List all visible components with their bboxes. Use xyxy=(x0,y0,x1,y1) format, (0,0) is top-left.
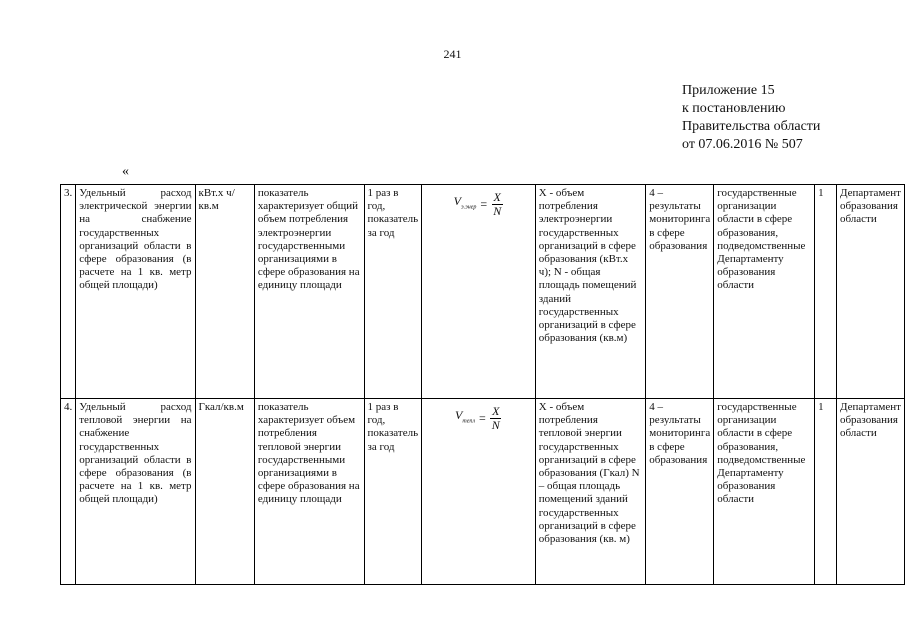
formula-fraction xyxy=(490,405,502,432)
formula-lhs: $V_{э.энер}$ xyxy=(453,193,477,211)
page-number: 241 xyxy=(443,47,462,61)
table-row xyxy=(61,399,905,585)
indicator-description: показатель характеризует объем потребления тепловой энергии государственными организациями в сфере образования на единицу площади xyxy=(254,399,364,585)
department: Департамент образования области xyxy=(836,399,904,585)
formula-numerator: X xyxy=(492,404,500,418)
indicators-table xyxy=(60,184,905,585)
formula-denominator: N xyxy=(491,418,500,432)
data-source: 4 – результаты мониторинга в сфере образования xyxy=(646,185,714,399)
appendix-line-4: от 07.06.2016 № 507 xyxy=(682,137,803,152)
column-value: 1 xyxy=(815,399,837,585)
responsible-organizations: государственные организации области в сфере образования, подведомственные Департаменту образования области xyxy=(714,185,815,399)
appendix-line-2: к постановлению xyxy=(682,101,786,116)
frequency: 1 раз в год, показатель за год xyxy=(364,185,422,399)
data-source: 4 – результаты мониторинга в сфере образования xyxy=(646,399,714,585)
unit-of-measure: Гкал/кв.м xyxy=(195,399,254,585)
appendix-header xyxy=(682,82,820,154)
formula-fraction xyxy=(491,191,503,218)
table-row xyxy=(61,185,905,399)
formula: $V_{тепл}$ = $\frac{X}{N}$ xyxy=(455,404,500,432)
formula-lhs: $V_{тепл}$ xyxy=(455,407,476,425)
formula-subscript: э.энер xyxy=(460,204,477,211)
indicator-description: показатель характеризует общий объем потребления электроэнергии государственными организациями в сфере образования на единицу площади xyxy=(254,185,364,399)
formula-numerator: X xyxy=(493,190,501,204)
formula-cell xyxy=(422,185,536,399)
formula: $V_{э.энер}$ = $\frac{X}{N}$ xyxy=(453,190,502,218)
unit-of-measure: кВт.х ч/кв.м xyxy=(195,185,254,399)
indicator-name: Удельный расход тепловой энергии на снабжение государственных организаций области в сфере образования (в расчете на 1 кв. метр общей площади) xyxy=(76,399,195,585)
appendix-line-3: Правительства области xyxy=(682,119,821,134)
formula-denominator: N xyxy=(493,204,502,218)
row-number: 4. xyxy=(61,399,76,585)
formula-cell xyxy=(422,399,536,585)
formula-subscript: тепл xyxy=(462,418,476,425)
column-value: 1 xyxy=(815,185,837,399)
department: Департамент образования области xyxy=(836,185,904,399)
variables-definition: X - объем потребления тепловой энергии государственных организаций в сфере образования (Гкал) N – общая площадь помещений зданий государственных организаций в сфере образования (кв. м) xyxy=(535,399,645,585)
variables-definition: X - объем потребления электроэнергии государственных организаций в сфере образования (кВт.х ч); N - общая площадь помещений зданий государственных организаций в сфере образования (кв.м) xyxy=(535,185,645,399)
appendix-line-1: Приложение 15 xyxy=(682,83,775,98)
responsible-organizations: государственные организации области в сфере образования, подведомственные Департаменту образования области xyxy=(714,399,815,585)
indicator-name: Удельный расход электрической энергии на снабжение государственных организаций области в сфере образования (в расчете на 1 кв. метр общей площади) xyxy=(76,185,195,399)
row-number: 3. xyxy=(61,185,76,399)
frequency: 1 раз в год, показатель за год xyxy=(364,399,422,585)
open-quote: « xyxy=(122,164,129,179)
